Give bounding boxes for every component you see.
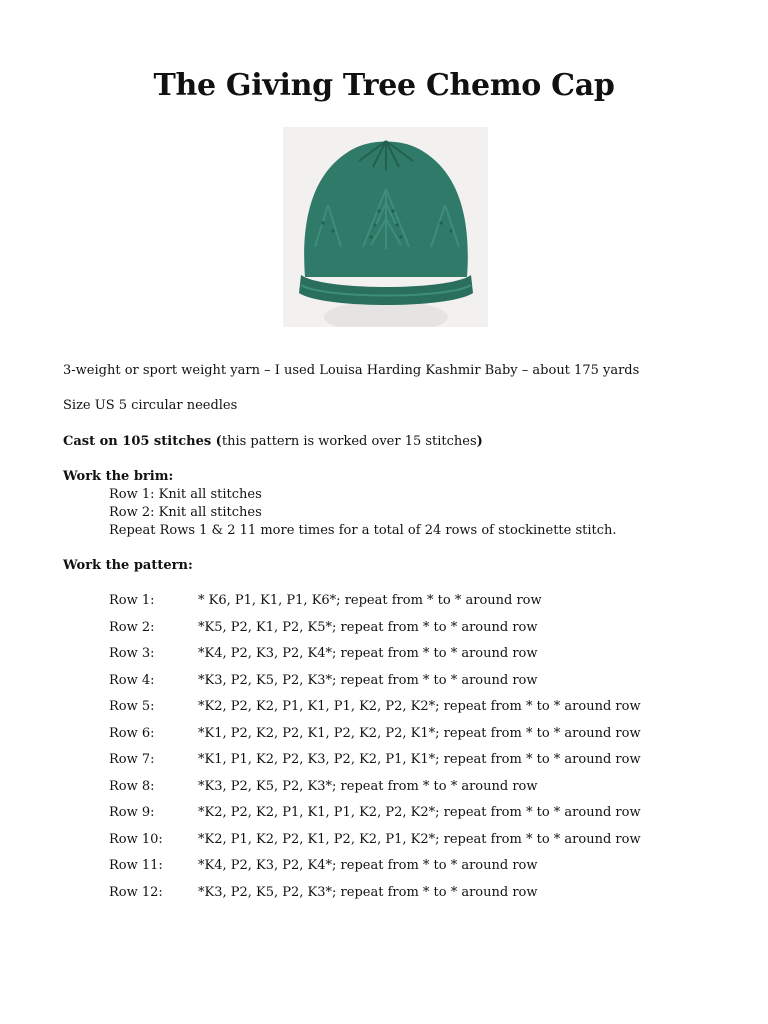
cast-on-bold: Cast on 105 stitches ( <box>63 434 222 449</box>
row-instruction: *K4, P2, K3, P2, K4*; repeat from * to * around row <box>198 646 538 661</box>
brim-line: Repeat Rows 1 & 2 11 more times for a total of 24 rows of stockinette stitch. <box>109 523 617 538</box>
row-instruction: *K3, P2, K5, P2, K3*; repeat from * to * around row <box>198 778 538 794</box>
needles-line: Size US 5 circular needles <box>63 398 238 413</box>
row-instruction: *K1, P2, K2, P2, K1, P2, K2, P2, K1*; repeat from * to * around row <box>198 725 641 741</box>
row-label: Row 12: <box>109 884 163 900</box>
brim-heading: Work the brim: <box>63 469 174 484</box>
row-instruction: *K3, P2, K5, P2, K3*; repeat from * to * around row <box>198 884 538 900</box>
cast-on-note: this pattern is worked over 15 stitches <box>221 434 477 449</box>
row-instruction: *K1, P1, K2, P2, K3, P2, K2, P1, K1*; repeat from * to * around row <box>198 752 641 767</box>
knitted-cap-image <box>283 127 488 327</box>
row-label: Row 6: <box>109 725 155 741</box>
row-label: Row 11: <box>109 858 163 873</box>
row-label: Row 3: <box>109 646 155 661</box>
row-instruction: *K5, P2, K1, P2, K5*; repeat from * to * around row <box>198 619 538 635</box>
row-instruction: *K2, P2, K2, P1, K1, P1, K2, P2, K2*; repeat from * to * around row <box>198 699 641 714</box>
row-label: Row 7: <box>109 752 155 767</box>
page-title: The Giving Tree Chemo Cap <box>153 68 615 103</box>
row-label: Row 4: <box>109 672 155 688</box>
row-label: Row 5: <box>109 699 155 714</box>
cast-on-close: ) <box>476 434 483 449</box>
yarn-line: 3-weight or sport weight yarn – I used Louisa Harding Kashmir Baby – about 175 yards <box>63 363 640 378</box>
row-label: Row 2: <box>109 619 155 635</box>
brim-line: Row 1: Knit all stitches <box>109 487 262 502</box>
hat-photo <box>283 127 488 327</box>
cast-on-line <box>63 433 483 451</box>
row-instruction: *K2, P1, K2, P2, K1, P2, K2, P1, K2*; repeat from * to * around row <box>198 831 641 847</box>
row-label: Row 1: <box>109 593 155 608</box>
pattern-heading: Work the pattern: <box>63 558 193 573</box>
row-label: Row 8: <box>109 778 155 794</box>
row-label: Row 9: <box>109 805 155 820</box>
row-instruction: * K6, P1, K1, P1, K6*; repeat from * to * around row <box>198 593 542 608</box>
row-instruction: *K2, P2, K2, P1, K1, P1, K2, P2, K2*; repeat from * to * around row <box>198 805 641 820</box>
row-label: Row 10: <box>109 831 163 847</box>
brim-line: Row 2: Knit all stitches <box>109 505 262 520</box>
row-instruction: *K3, P2, K5, P2, K3*; repeat from * to * around row <box>198 672 538 688</box>
row-instruction: *K4, P2, K3, P2, K4*; repeat from * to * around row <box>198 858 538 873</box>
